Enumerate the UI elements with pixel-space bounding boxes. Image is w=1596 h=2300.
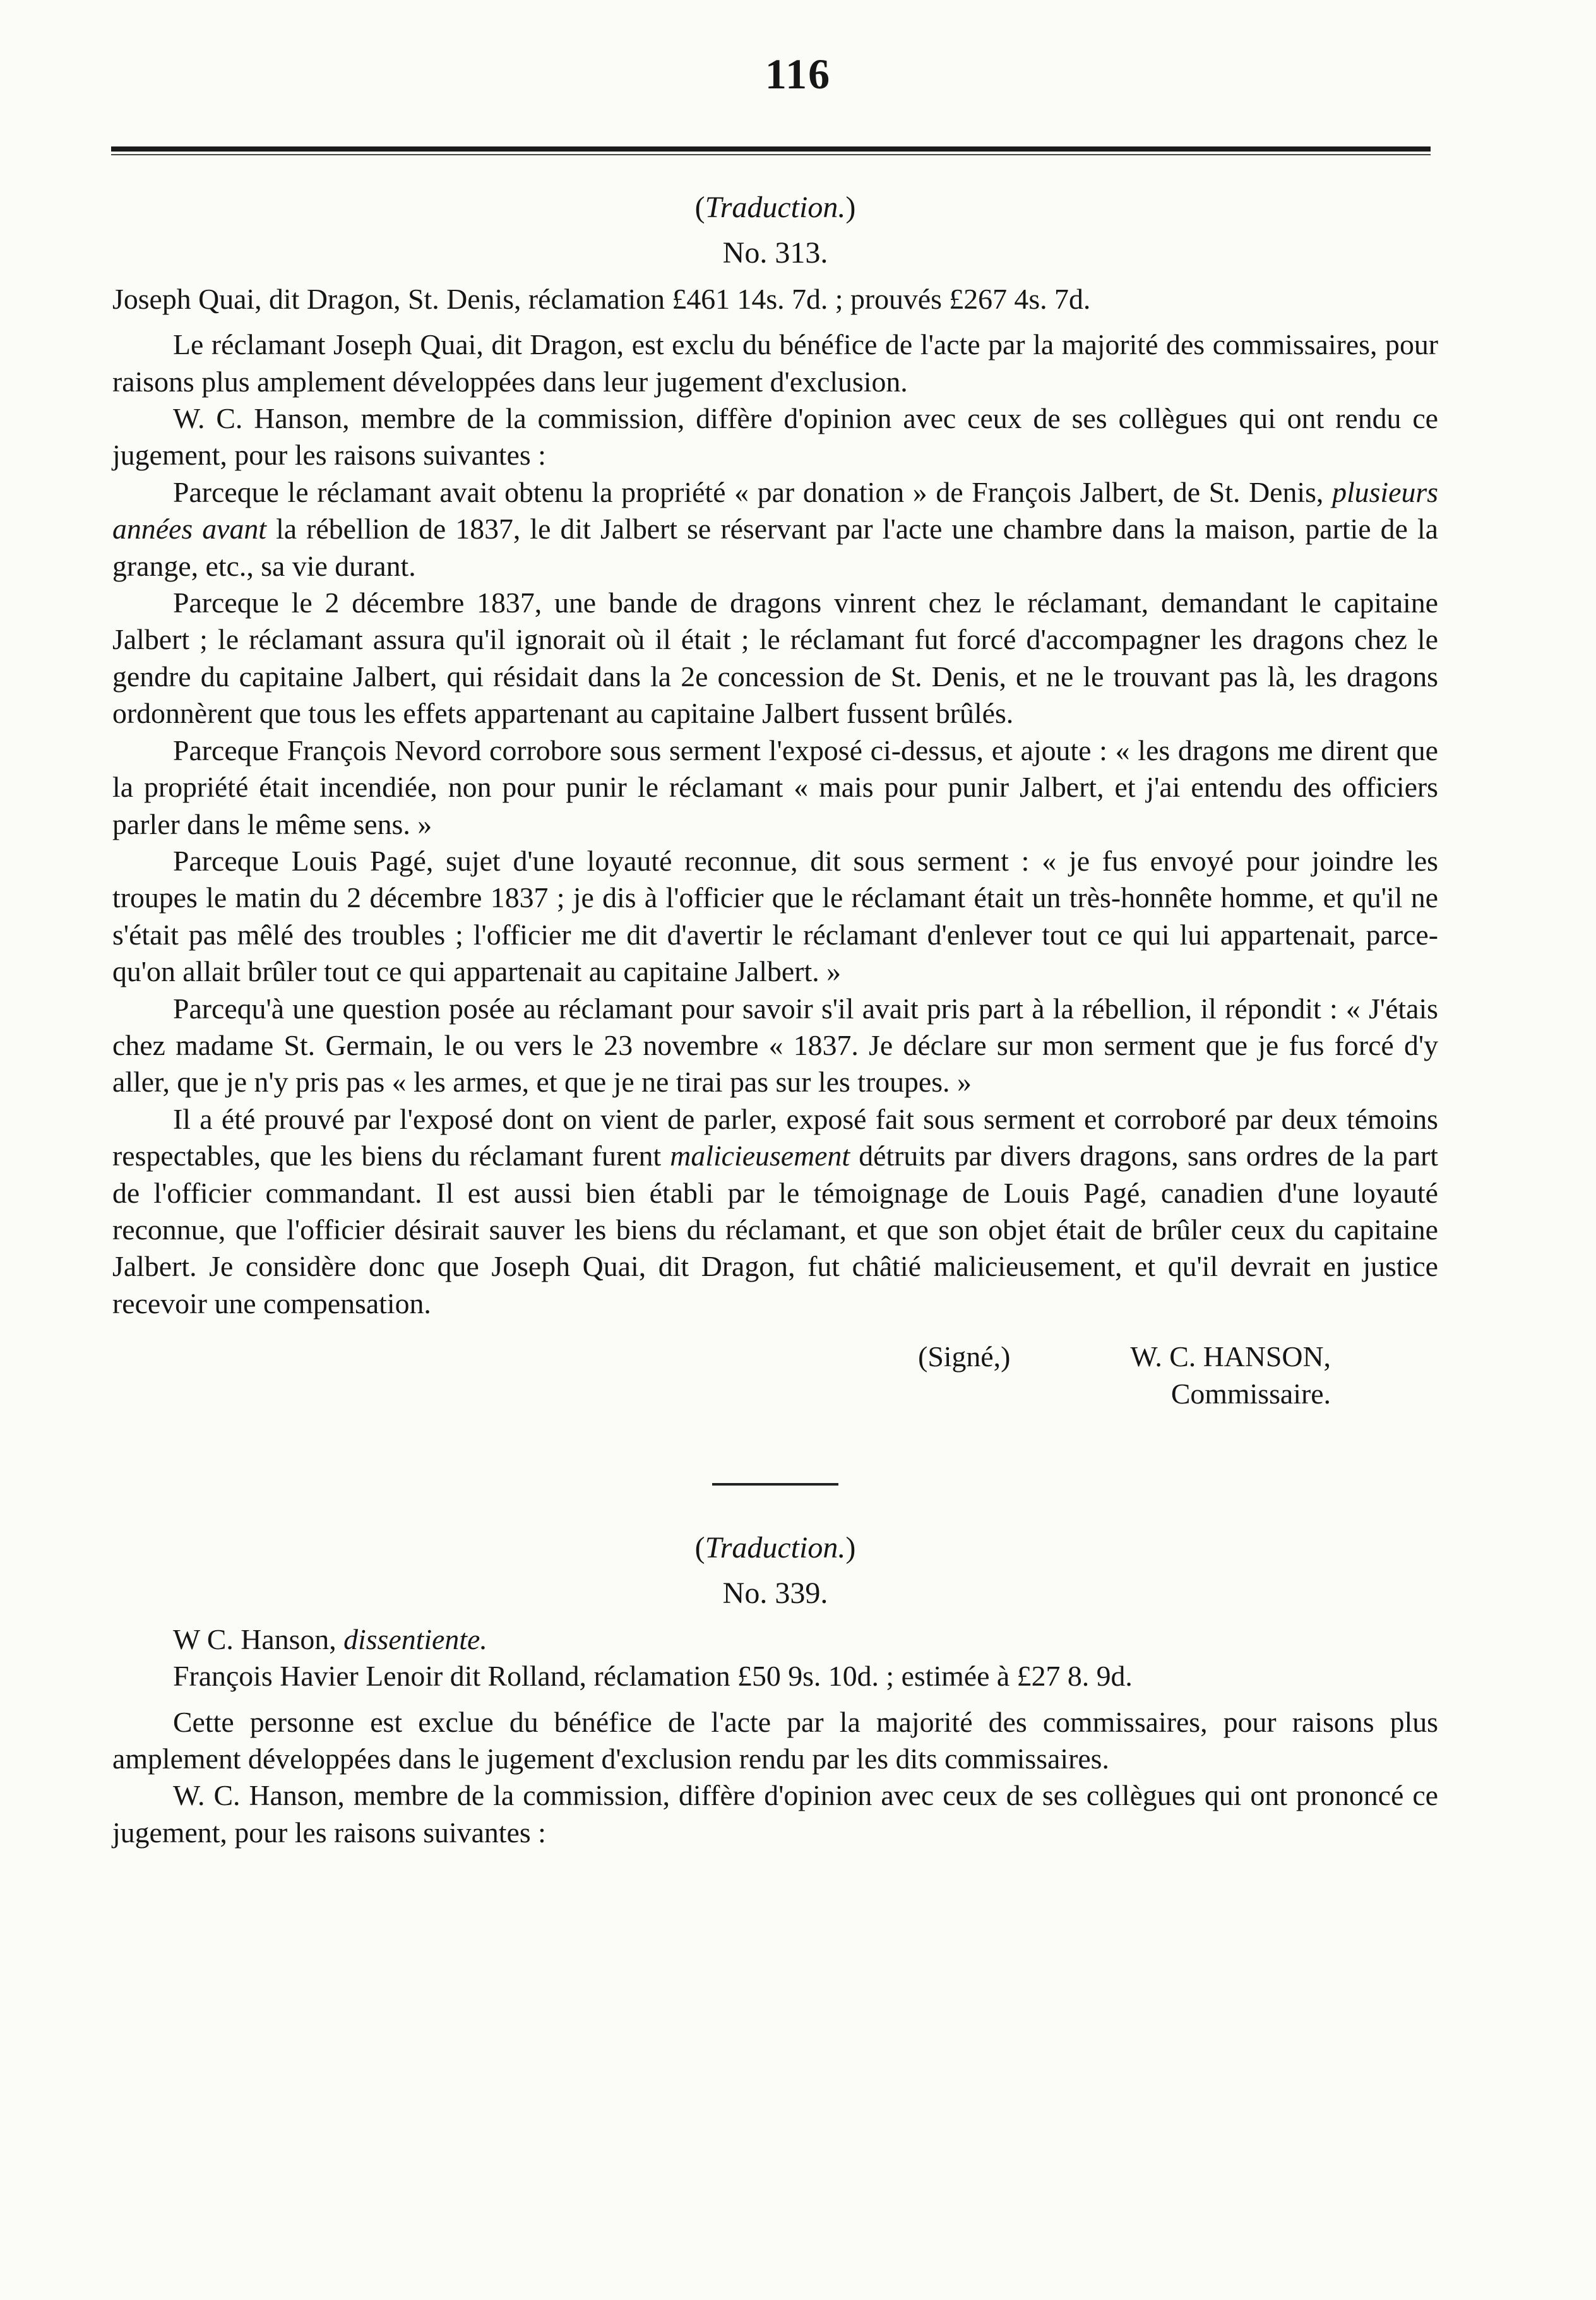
signature-block xyxy=(112,1338,1438,1412)
paragraph-question: Parcequ'à une question posée au réclamant pour savoir s'il avait pris part à la rébellion, il répondit : « J'étais chez madame St. Germain, le ou vers le 23 novembre « 1837. Je déclare sur mon serment que je fus forcé d'y aller, que je n'y pris pas « les armes, et que je ne tirai pas sur les troupes. » xyxy=(112,992,1438,1099)
paragraph-page: Parceque Louis Pagé, sujet d'une loyauté reconnue, dit sous serment : « je fus envoyé pour joindre les troupes le matin du 2 décembre 1837 ; je dis à l'officier que le réclamant était un très-honnête homme, et qu'il ne s'était pas mêlé des troubles ; l'officier me dit d'avertir le réclamant d'enlever tout ce qui lui appartenait, parce-qu'on allait brûler tout ce qui appartenait au capitaine Jalbert. » xyxy=(112,844,1438,988)
document-number: No. 339. xyxy=(722,1576,828,1611)
claim-line: Joseph Quai, dit Dragon, St. Denis, réclamation £461 14s. 7d. ; prouvés £267 4s. 7d. xyxy=(112,282,1091,315)
italic-emphasis: plusieurs années avant xyxy=(112,475,1438,545)
document-339 xyxy=(112,1530,1438,1851)
paragraph-conclusion xyxy=(112,1101,1438,1322)
paragraph-donation xyxy=(112,474,1438,585)
page-body xyxy=(112,189,1438,1851)
heading-label: Traduction. xyxy=(705,191,846,224)
signer-name: W. C. HANSON, xyxy=(1130,1340,1331,1373)
paragraph-exclusion: Cette personne est exclue du bénéfice de l'acte par la majorité des commissaires, pour raisons plus amplement développées dans le jugement d'exclusion rendu par les dits commissaires. xyxy=(112,1705,1438,1775)
italic-emphasis: dissentiente. xyxy=(343,1623,487,1655)
signer-block xyxy=(1130,1338,1331,1412)
translation-heading xyxy=(112,189,1438,226)
translation-heading xyxy=(112,1530,1438,1566)
dissent-line xyxy=(112,1621,1438,1658)
heading-open-paren: ( xyxy=(694,1531,705,1564)
text-run: Il a été prouvé par l'exposé dont on vient de parler, exposé fait sous serment et corroboré par deux témoins respectables, que les biens du réclamant furent xyxy=(112,1102,1438,1172)
claim-line: François Havier Lenoir dit Rolland, réclamation £50 9s. 10d. ; estimée à £27 8. 9d. xyxy=(173,1660,1133,1693)
text-run: W C. Hanson, xyxy=(173,1623,344,1655)
heading-label: Traduction. xyxy=(705,1531,846,1564)
page-number: 116 xyxy=(765,50,831,98)
paragraph-dissent: W. C. Hanson, membre de la commission, diffère d'opinion avec ceux de ses collègues qui ont prononcé ce jugement, pour les raisons suivantes : xyxy=(112,1779,1438,1849)
paragraph-dissent: W. C. Hanson, membre de la commission, diffère d'opinion avec ceux de ses collègues qui ont rendu ce jugement, pour les raisons suivantes : xyxy=(112,402,1438,472)
document-313 xyxy=(112,189,1438,1412)
paragraph-dragons: Parceque le 2 décembre 1837, une bande de dragons vinrent chez le réclamant, demandant le capitaine Jalbert ; le réclamant assura qu'il ignorait où il était ; le réclamant fut forcé d'accompagner les dragons chez le gendre du capitaine Jalbert, qui résidait dans la 2e concession de St. Denis, et ne le trouvant pas là, les dragons ordonnèrent que tous les effets appartenant au capitaine Jalbert fussent brûlés. xyxy=(112,587,1438,730)
heading-close-paren: ) xyxy=(845,1531,856,1564)
text-run: Parceque le réclamant avait obtenu la propriété « par donation » de François Jalbert, de St. Denis, xyxy=(173,475,1333,508)
section-divider xyxy=(712,1483,838,1486)
text-run: la rébellion de 1837, le dit Jalbert se réservant par l'acte une chambre dans la maison, partie de la grange, etc., sa vie durant. xyxy=(112,513,1439,582)
heading-close-paren: ) xyxy=(845,191,856,224)
italic-emphasis: malicieusement xyxy=(670,1140,850,1172)
signed-label: (Signé,) xyxy=(918,1340,1011,1373)
signer-title: Commissaire. xyxy=(1170,1377,1331,1410)
paragraph-nevord: Parceque François Nevord corrobore sous serment l'exposé ci-dessus, et ajoute : « les dragons me dirent que la propriété était incendiée, non pour punir le réclamant « mais pour punir Jalbert, et j'ai entendu des officiers parler dans le même sens. » xyxy=(112,734,1438,840)
text-run: détruits par divers dragons, sans ordres de la part de l'officier commandant. Il est aussi bien établi par le témoignage de Louis Pagé, canadien d'une loyauté reconnue, que l'officier désirait sauver les biens du réclamant, et que son objet était de brûler ceux du capitaine Jalbert. Je considère donc que Joseph Quai, dit Dragon, fut châtié malicieusement, et qu'il devrait en justice recevoir une compensation. xyxy=(112,1140,1438,1320)
document-number: No. 313. xyxy=(722,236,828,270)
paragraph-exclusion: Le réclamant Joseph Quai, dit Dragon, est exclu du bénéfice de l'acte par la majorité des commissaires, pour raisons plus amplement développées dans leur jugement d'exclusion. xyxy=(112,328,1438,398)
heading-open-paren: ( xyxy=(694,191,705,224)
header-rule xyxy=(111,146,1431,152)
